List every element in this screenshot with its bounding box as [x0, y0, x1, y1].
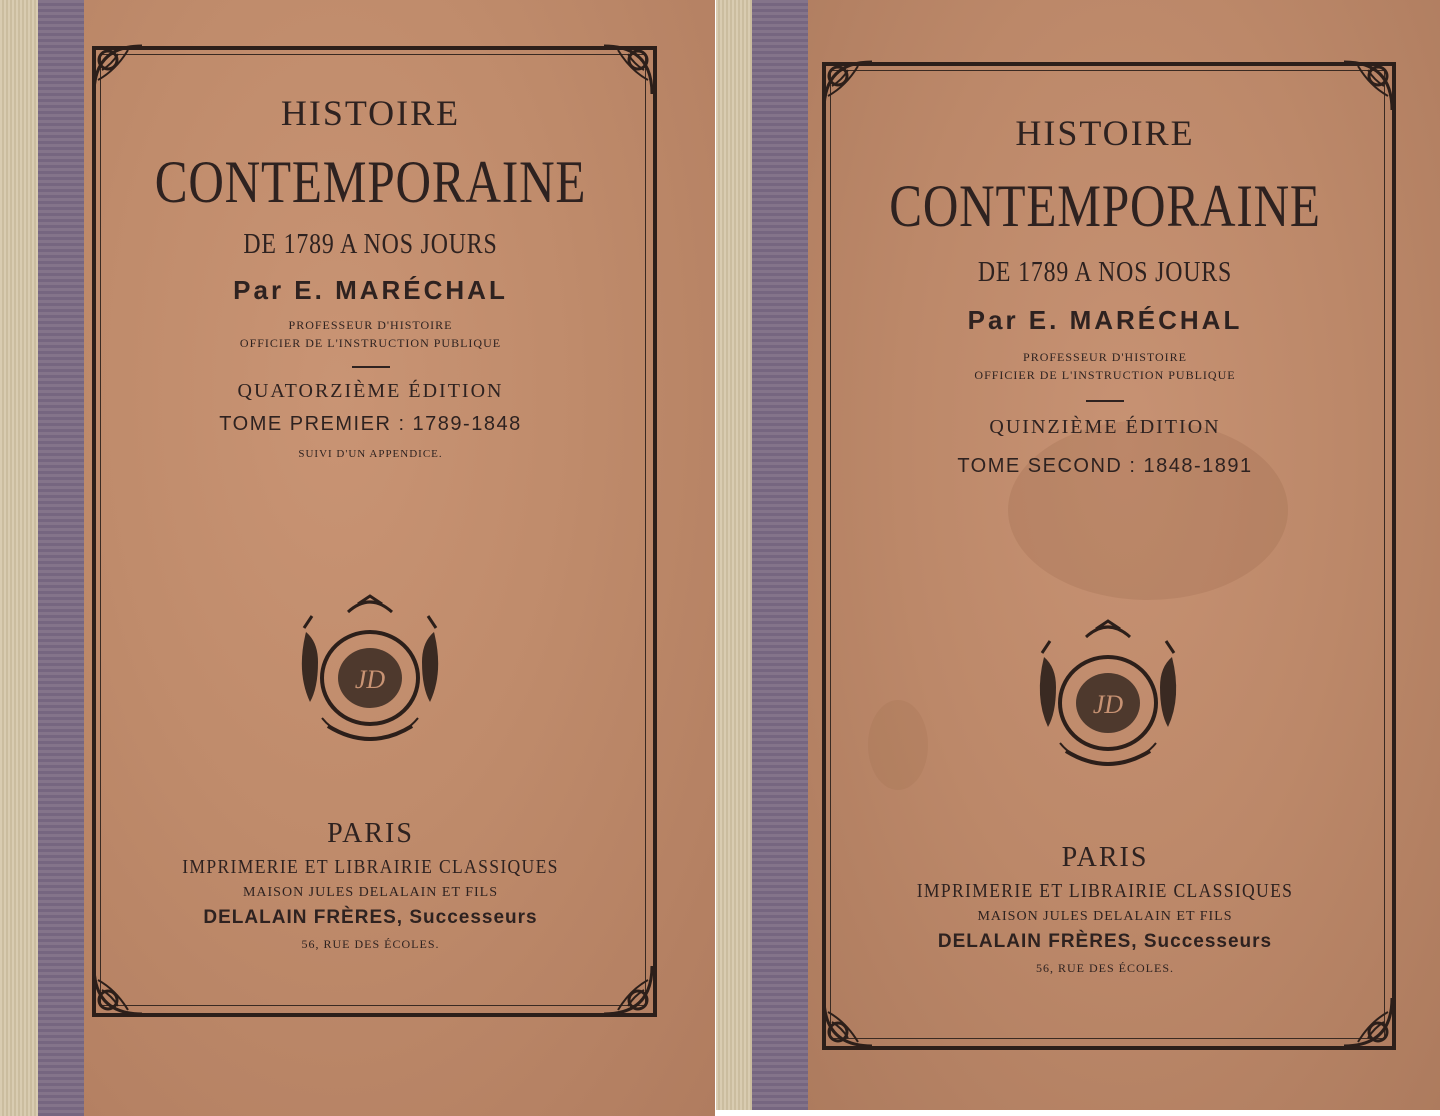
- book-volume-2: [716, 0, 1440, 1110]
- corner-ornament-icon: [598, 40, 658, 100]
- spine-cloth: [716, 0, 752, 1110]
- publisher-successors: DELALAIN FRÈRES, Successeurs: [203, 907, 538, 928]
- publisher-successors: DELALAIN FRÈRES, Successeurs: [937, 931, 1273, 952]
- book-title: HISTOIRE: [280, 93, 461, 133]
- emblem-monogram: JD: [1092, 690, 1124, 719]
- corner-ornament-icon: [818, 56, 878, 116]
- divider-rule: [352, 366, 390, 368]
- emblem-monogram: JD: [354, 665, 386, 694]
- publisher-address: 56, RUE DES ÉCOLES.: [1035, 961, 1174, 975]
- book-edition: QUINZIÈME ÉDITION: [989, 416, 1221, 438]
- publisher-name: IMPRIMERIE ET LIBRAIRIE CLASSIQUES: [182, 856, 559, 878]
- cover-title-block: [84, 92, 657, 460]
- book-subtitle: CONTEMPORAINE: [154, 149, 587, 215]
- author-distinction: OFFICIER DE L'INSTRUCTION PUBLIQUE: [974, 368, 1236, 382]
- publisher-block: [84, 818, 657, 952]
- book-dates: DE 1789 A NOS JOURS: [977, 257, 1233, 288]
- publisher-city: PARIS: [1061, 842, 1149, 873]
- corner-ornament-icon: [818, 992, 878, 1052]
- corner-ornament-icon: [598, 960, 658, 1020]
- book-tome: TOME PREMIER : 1789-1848: [219, 413, 522, 435]
- publisher-address: 56, RUE DES ÉCOLES.: [301, 937, 440, 951]
- publisher-emblem-icon: [1026, 612, 1190, 782]
- book-volume-1: [0, 0, 715, 1116]
- divider-rule: [1086, 400, 1124, 402]
- publisher-house: MAISON JULES DELALAIN ET FILS: [242, 885, 499, 900]
- spine-cloth: [0, 0, 38, 1116]
- publisher-city: PARIS: [327, 818, 414, 849]
- corner-ornament-icon: [88, 40, 148, 100]
- spine-band: [38, 0, 84, 1116]
- author-title: PROFESSEUR D'HISTOIRE: [288, 318, 453, 332]
- book-edition: QUATORZIÈME ÉDITION: [237, 380, 504, 402]
- book-author: Par E. MARÉCHAL: [967, 305, 1243, 335]
- corner-ornament-icon: [1338, 992, 1398, 1052]
- book-author: Par E. MARÉCHAL: [233, 275, 508, 305]
- publisher-emblem-icon: [288, 592, 452, 752]
- publisher-block: [808, 842, 1402, 976]
- book-subtitle: CONTEMPORAINE: [889, 173, 1321, 239]
- book-dates: DE 1789 A NOS JOURS: [243, 229, 498, 260]
- publisher-name: IMPRIMERIE ET LIBRAIRIE CLASSIQUES: [916, 880, 1294, 902]
- book-cover: [808, 0, 1440, 1110]
- spine-band: [752, 0, 808, 1110]
- cover-title-block: [808, 112, 1402, 478]
- author-distinction: OFFICIER DE L'INSTRUCTION PUBLIQUE: [239, 336, 502, 350]
- corner-ornament-icon: [88, 960, 148, 1020]
- book-cover: [84, 0, 715, 1116]
- book-appendix-note: SUIVI D'UN APPENDICE.: [298, 448, 443, 460]
- author-title: PROFESSEUR D'HISTOIRE: [1023, 350, 1187, 364]
- publisher-house: MAISON JULES DELALAIN ET FILS: [977, 909, 1233, 924]
- corner-ornament-icon: [1338, 56, 1398, 116]
- book-title: HISTOIRE: [1015, 113, 1195, 153]
- book-tome: TOME SECOND : 1848-1891: [957, 455, 1253, 477]
